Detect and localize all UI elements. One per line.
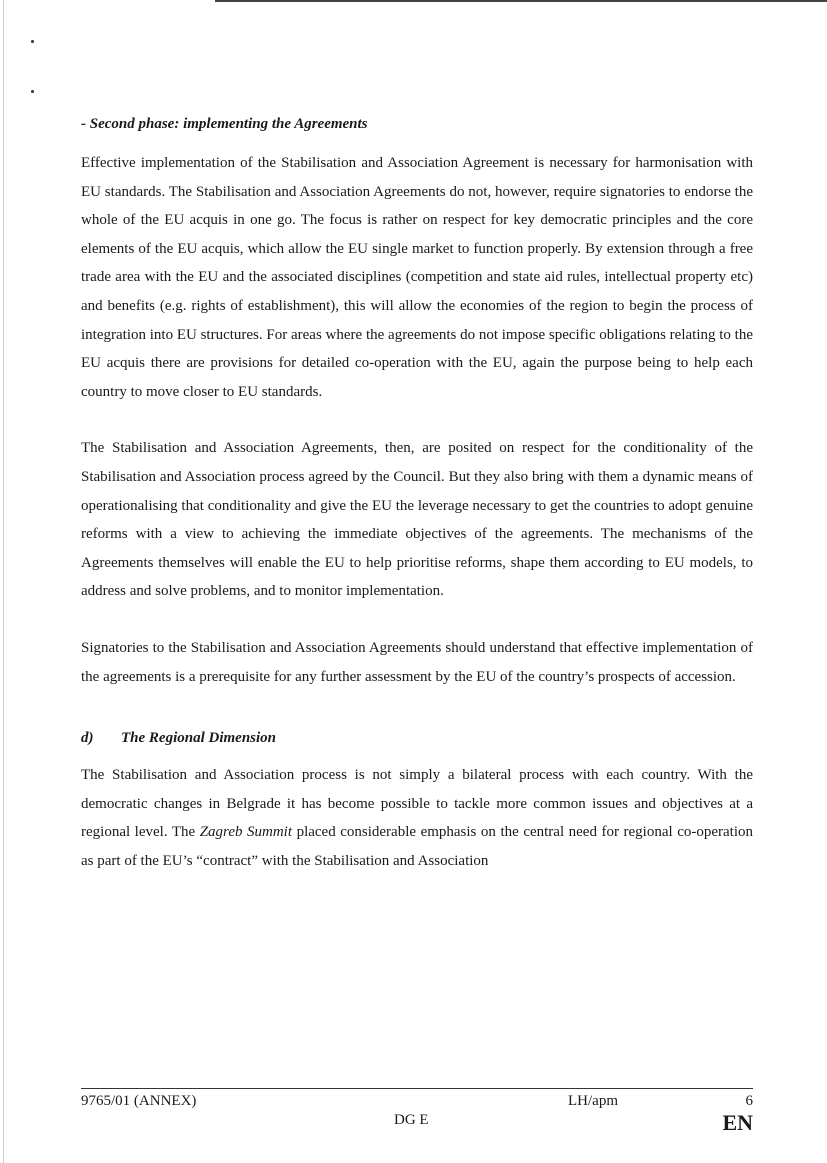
scan-mark: [31, 90, 34, 93]
regional-heading: [81, 727, 753, 749]
paragraph-3: Signatories to the Stabilisation and Association Agreements should understand that effective implementation of the agreements is a prerequisite for any further assessment by the EU of the country’s prospects of accession.: [81, 639, 753, 685]
zagreb-summit-emphasis: Zagreb Summit: [199, 824, 293, 841]
footer-rule: [81, 1088, 753, 1089]
paragraph-2: The Stabilisation and Association Agreements, then, are posited on respect for the conditionality of the Stabilisation and Association process agreed by the Council. But they also bring with them a dynamic means of operationalising that conditionality and give the EU the leverage necessary to get the countries to adopt genuine reforms with a view to achieving the immediate objectives of the agreements. The mechanisms of the Agreements themselves will enable the EU to help prioritise reforms, shape them according to EU models, to address and solve problems, and to monitor implementation.: [81, 440, 753, 600]
section-number: d): [81, 730, 94, 747]
author-initials: LH/apm: [568, 1093, 618, 1109]
top-rule: [215, 0, 827, 2]
document-reference: 9765/01 (ANNEX): [81, 1093, 197, 1109]
page-number: 6: [745, 1093, 753, 1109]
phase-heading: - Second phase: implementing the Agreements: [81, 116, 368, 132]
document-body: [81, 113, 753, 875]
scan-mark: [31, 40, 34, 43]
directorate: DG E: [394, 1112, 429, 1128]
paragraph-4-text-end: placed considerable emphasis on the central need for regional co-operation as part of the EU’s “contract” with the Stabilisation and Association: [81, 824, 753, 869]
paragraph-4-text: The Stabilisation and Association process is not simply a bilateral process with each country. With the democratic changes in Belgrade it has become possible to tackle more common issues and objectives at a regional level. The: [81, 767, 753, 841]
paragraph-4: [81, 761, 753, 875]
paragraph-1: Effective implementation of the Stabilisation and Association Agreement is necessary for harmonisation with EU standards. The Stabilisation and Association Agreements do not, however, require signatories to endorse the whole of the EU acquis in one go. The focus is rather on respect for key democratic principles and the core elements of the EU acquis, which allow the EU single market to function properly. By extension through a free trade area with the EU and the associated disciplines (competition and state aid rules, intellectual property etc) and benefits (e.g. rights of establishment), this will allow the economies of the region to begin the process of integration into EU structures. For areas where the agreements do not impose specific obligations relating to the EU acquis there are provisions for detailed co-operation with the EU, again the purpose being to help each country to move closer to EU standards.: [81, 155, 753, 400]
language-code: EN: [722, 1110, 753, 1135]
page-edge: [3, 0, 4, 1163]
section-title: The Regional Dimension: [121, 730, 277, 747]
